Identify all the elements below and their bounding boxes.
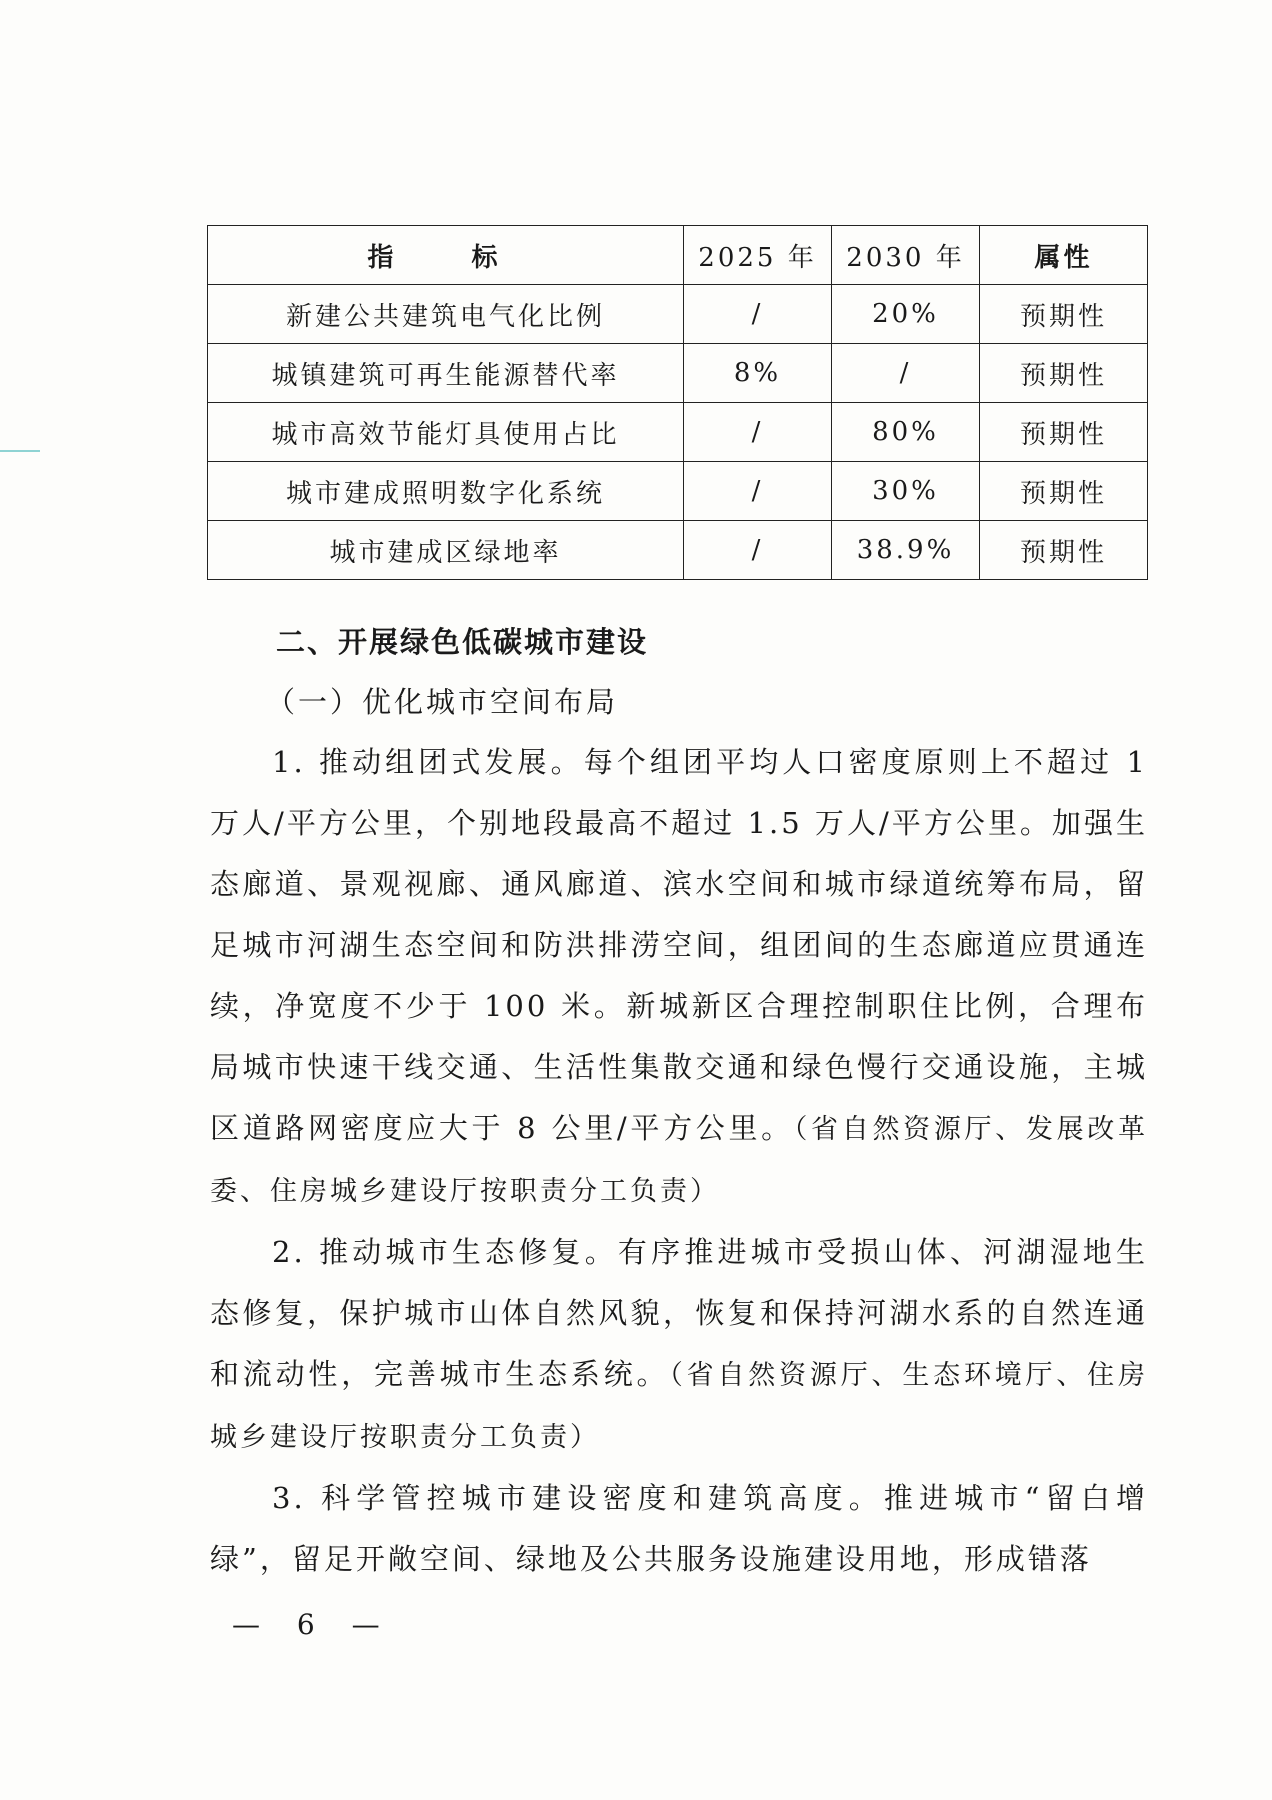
cell-2025: 8% bbox=[684, 344, 832, 403]
page-number: — 6 — bbox=[232, 1608, 394, 1641]
cell-attribute: 预期性 bbox=[980, 462, 1148, 521]
cell-attribute: 预期性 bbox=[980, 285, 1148, 344]
cell-attribute: 预期性 bbox=[980, 403, 1148, 462]
responsibility-note: （省自然资源厅、发展改革委、住房城乡建设厅按职责分工负责） bbox=[210, 1114, 1148, 1207]
cell-2025: / bbox=[684, 462, 832, 521]
table-row bbox=[208, 462, 1148, 521]
cell-2030: 80% bbox=[832, 403, 980, 462]
table-row bbox=[208, 403, 1148, 462]
section-heading: 二、开展绿色低碳城市建设 bbox=[276, 625, 649, 659]
cell-indicator: 城镇建筑可再生能源替代率 bbox=[208, 344, 684, 403]
cell-2030: / bbox=[832, 344, 980, 403]
cell-2025: / bbox=[684, 285, 832, 344]
scan-edge-mark bbox=[0, 450, 40, 452]
subsection-heading: （一）优化城市空间布局 bbox=[266, 685, 619, 719]
table-header-row bbox=[208, 226, 1148, 285]
header-attribute: 属性 bbox=[980, 226, 1148, 285]
paragraph-text: 3. 科学管控城市建设密度和建筑高度。推进城市“留白增绿”，留足开敞空间、绿地及公共服务设施建设用地，形成错落 bbox=[210, 1481, 1148, 1576]
document-body bbox=[210, 612, 1148, 1591]
paragraph-text: 2. 推动城市生态修复。有序推进城市受损山体、河湖湿地生态修复，保护城市山体自然风貌，恢复和保持河湖水系的自然连通和流动性，完善城市生态系统。 bbox=[210, 1235, 1148, 1391]
table-row bbox=[208, 344, 1148, 403]
cell-2025: / bbox=[684, 403, 832, 462]
cell-2030: 38.9% bbox=[832, 521, 980, 580]
paragraph-3 bbox=[210, 1468, 1148, 1591]
cell-attribute: 预期性 bbox=[980, 521, 1148, 580]
paragraph-1 bbox=[210, 732, 1148, 1222]
cell-2025: / bbox=[684, 521, 832, 580]
cell-indicator: 城市建成区绿地率 bbox=[208, 521, 684, 580]
table-row bbox=[208, 285, 1148, 344]
paragraph-text: 1. 推动组团式发展。每个组团平均人口密度原则上不超过 1 万人/平方公里，个别地段最高不超过 1.5 万人/平方公里。加强生态廊道、景观视廊、通风廊道、滨水空间和城市绿道统筹布局，留足城市河湖生态空间和防洪排涝空间，组团间的生态廊道应贯通连续，净宽度不少于 100 米。新城新区合理控制职住比例，合理布局城市快速干线交通、生活性集散交通和绿色慢行交通设施，主城区道路网密度应大于 8 公里/平方公里。 bbox=[210, 745, 1148, 1145]
header-2030: 2030 年 bbox=[832, 226, 980, 285]
cell-indicator: 城市高效节能灯具使用占比 bbox=[208, 403, 684, 462]
responsibility-note: （省自然资源厅、生态环境厅、住房城乡建设厅按职责分工负责） bbox=[210, 1360, 1148, 1453]
cell-2030: 20% bbox=[832, 285, 980, 344]
cell-attribute: 预期性 bbox=[980, 344, 1148, 403]
paragraph-2 bbox=[210, 1222, 1148, 1468]
cell-indicator: 城市建成照明数字化系统 bbox=[208, 462, 684, 521]
indicator-table bbox=[207, 225, 1148, 580]
header-indicator: 指 标 bbox=[208, 226, 684, 285]
cell-indicator: 新建公共建筑电气化比例 bbox=[208, 285, 684, 344]
cell-2030: 30% bbox=[832, 462, 980, 521]
table-row bbox=[208, 521, 1148, 580]
header-2025: 2025 年 bbox=[684, 226, 832, 285]
